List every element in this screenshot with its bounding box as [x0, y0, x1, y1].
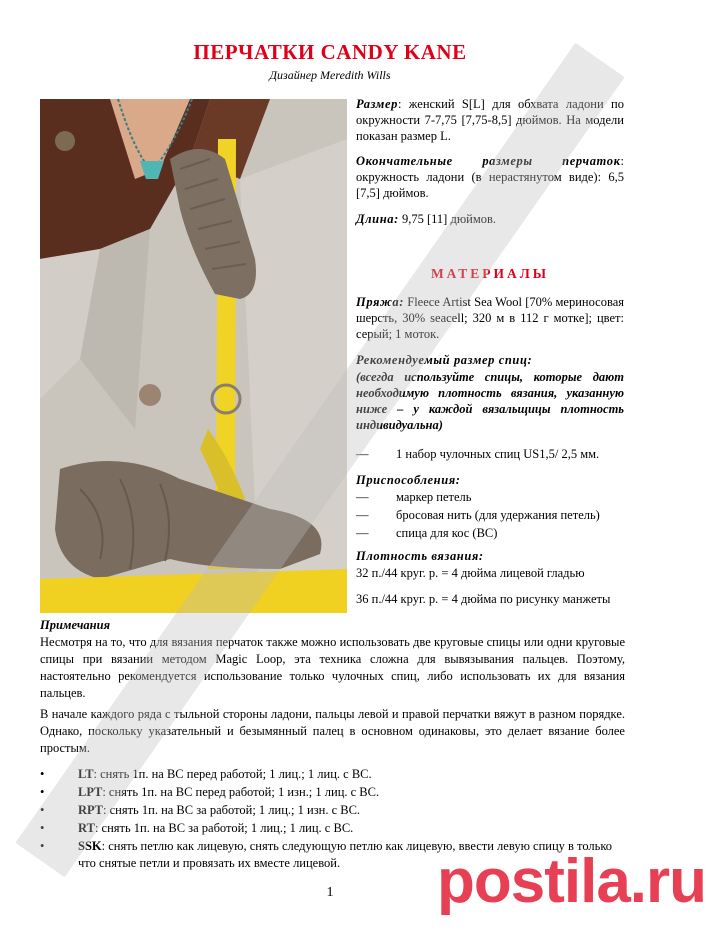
dash: — [356, 447, 369, 461]
size-label: Размер [356, 97, 398, 111]
yarn-label: Пряжа: [356, 295, 404, 309]
final-size-label: Окончательные размеры перчаток [356, 154, 621, 168]
needles-item-text: 1 набор чулочных спиц US1,5/ 2,5 мм. [396, 447, 600, 461]
final-size-paragraph [356, 153, 624, 201]
size-text: : женский S[L] для обхвата ладони по окружности 7-7,75 [7,75-8,5] дюймов. На модели показан размер L. [356, 97, 624, 143]
bullet-icon: • [40, 803, 45, 817]
notes-heading: Примечания [40, 618, 111, 632]
length-text: 9,75 [11] дюймов. [398, 212, 497, 226]
gloves-photo [40, 99, 347, 613]
bullet-icon: • [40, 821, 45, 835]
gauge-line-2: 36 п./44 круг. р. = 4 дюйма по рисунку манжеты [356, 592, 611, 606]
needles-note: (всегда используйте спицы, которые дают необходимую плотность вязания, указанную ниже – у каждой вязальщицы плотность индивидуальна) [356, 370, 624, 432]
length-label: Длина: [356, 212, 399, 226]
gauge-line-1: 32 п./44 круг. р. = 4 дюйма лицевой гладью [356, 566, 585, 580]
page-number: 1 [326, 885, 334, 900]
needles-label: Рекомендуемый размер спиц: [356, 353, 533, 367]
notes-paragraph-1: Несмотря на то, что для вязания перчаток также можно использовать две круговые спицы или одни круговые спицы при вязании методом Magic Loop, эта техника сложна для вывязывания пальцев. Поэтому, настоятельно рекомендуется использование только чулочных спиц, либо использовать их для вязания пальцев. [40, 635, 625, 700]
final-size-text: : окружность ладони (в нерастянутом виде): 6,5 [7,5] дюймов. [356, 154, 624, 200]
yarn-text: Fleece Artist Sea Wool [70% мериносовая шерсть, 30% seacell; 320 м в 112 г мотке]; цвет: серый; 1 моток. [356, 295, 624, 341]
length-paragraph [356, 211, 624, 227]
gauge-label: Плотность вязания: [356, 549, 484, 563]
page-title: ПЕРЧАТКИ CANDY KANE [193, 40, 467, 64]
brand-logo[interactable]: postila.ru [437, 847, 706, 916]
bullet-icon: • [40, 785, 45, 799]
bullet-icon: • [40, 767, 45, 781]
yarn-paragraph [356, 294, 624, 342]
size-paragraph [356, 96, 624, 144]
bullet-icon: • [40, 839, 45, 853]
materials-heading: МАТЕРИАЛЫ [430, 266, 550, 281]
designer-credit: Дизайнер Meredith Wills [269, 68, 391, 82]
notions-label: Приспособления: [356, 473, 461, 487]
notes-paragraph-2: В начале каждого ряда с тыльной стороны ладони, пальцы левой и правой перчатки вяжут в разном порядке. Однако, поскольку указательный и безымянный палец в основном одинаковы, это делает вязание более простым. [40, 707, 625, 755]
gloves-photo-illustration [40, 99, 347, 613]
